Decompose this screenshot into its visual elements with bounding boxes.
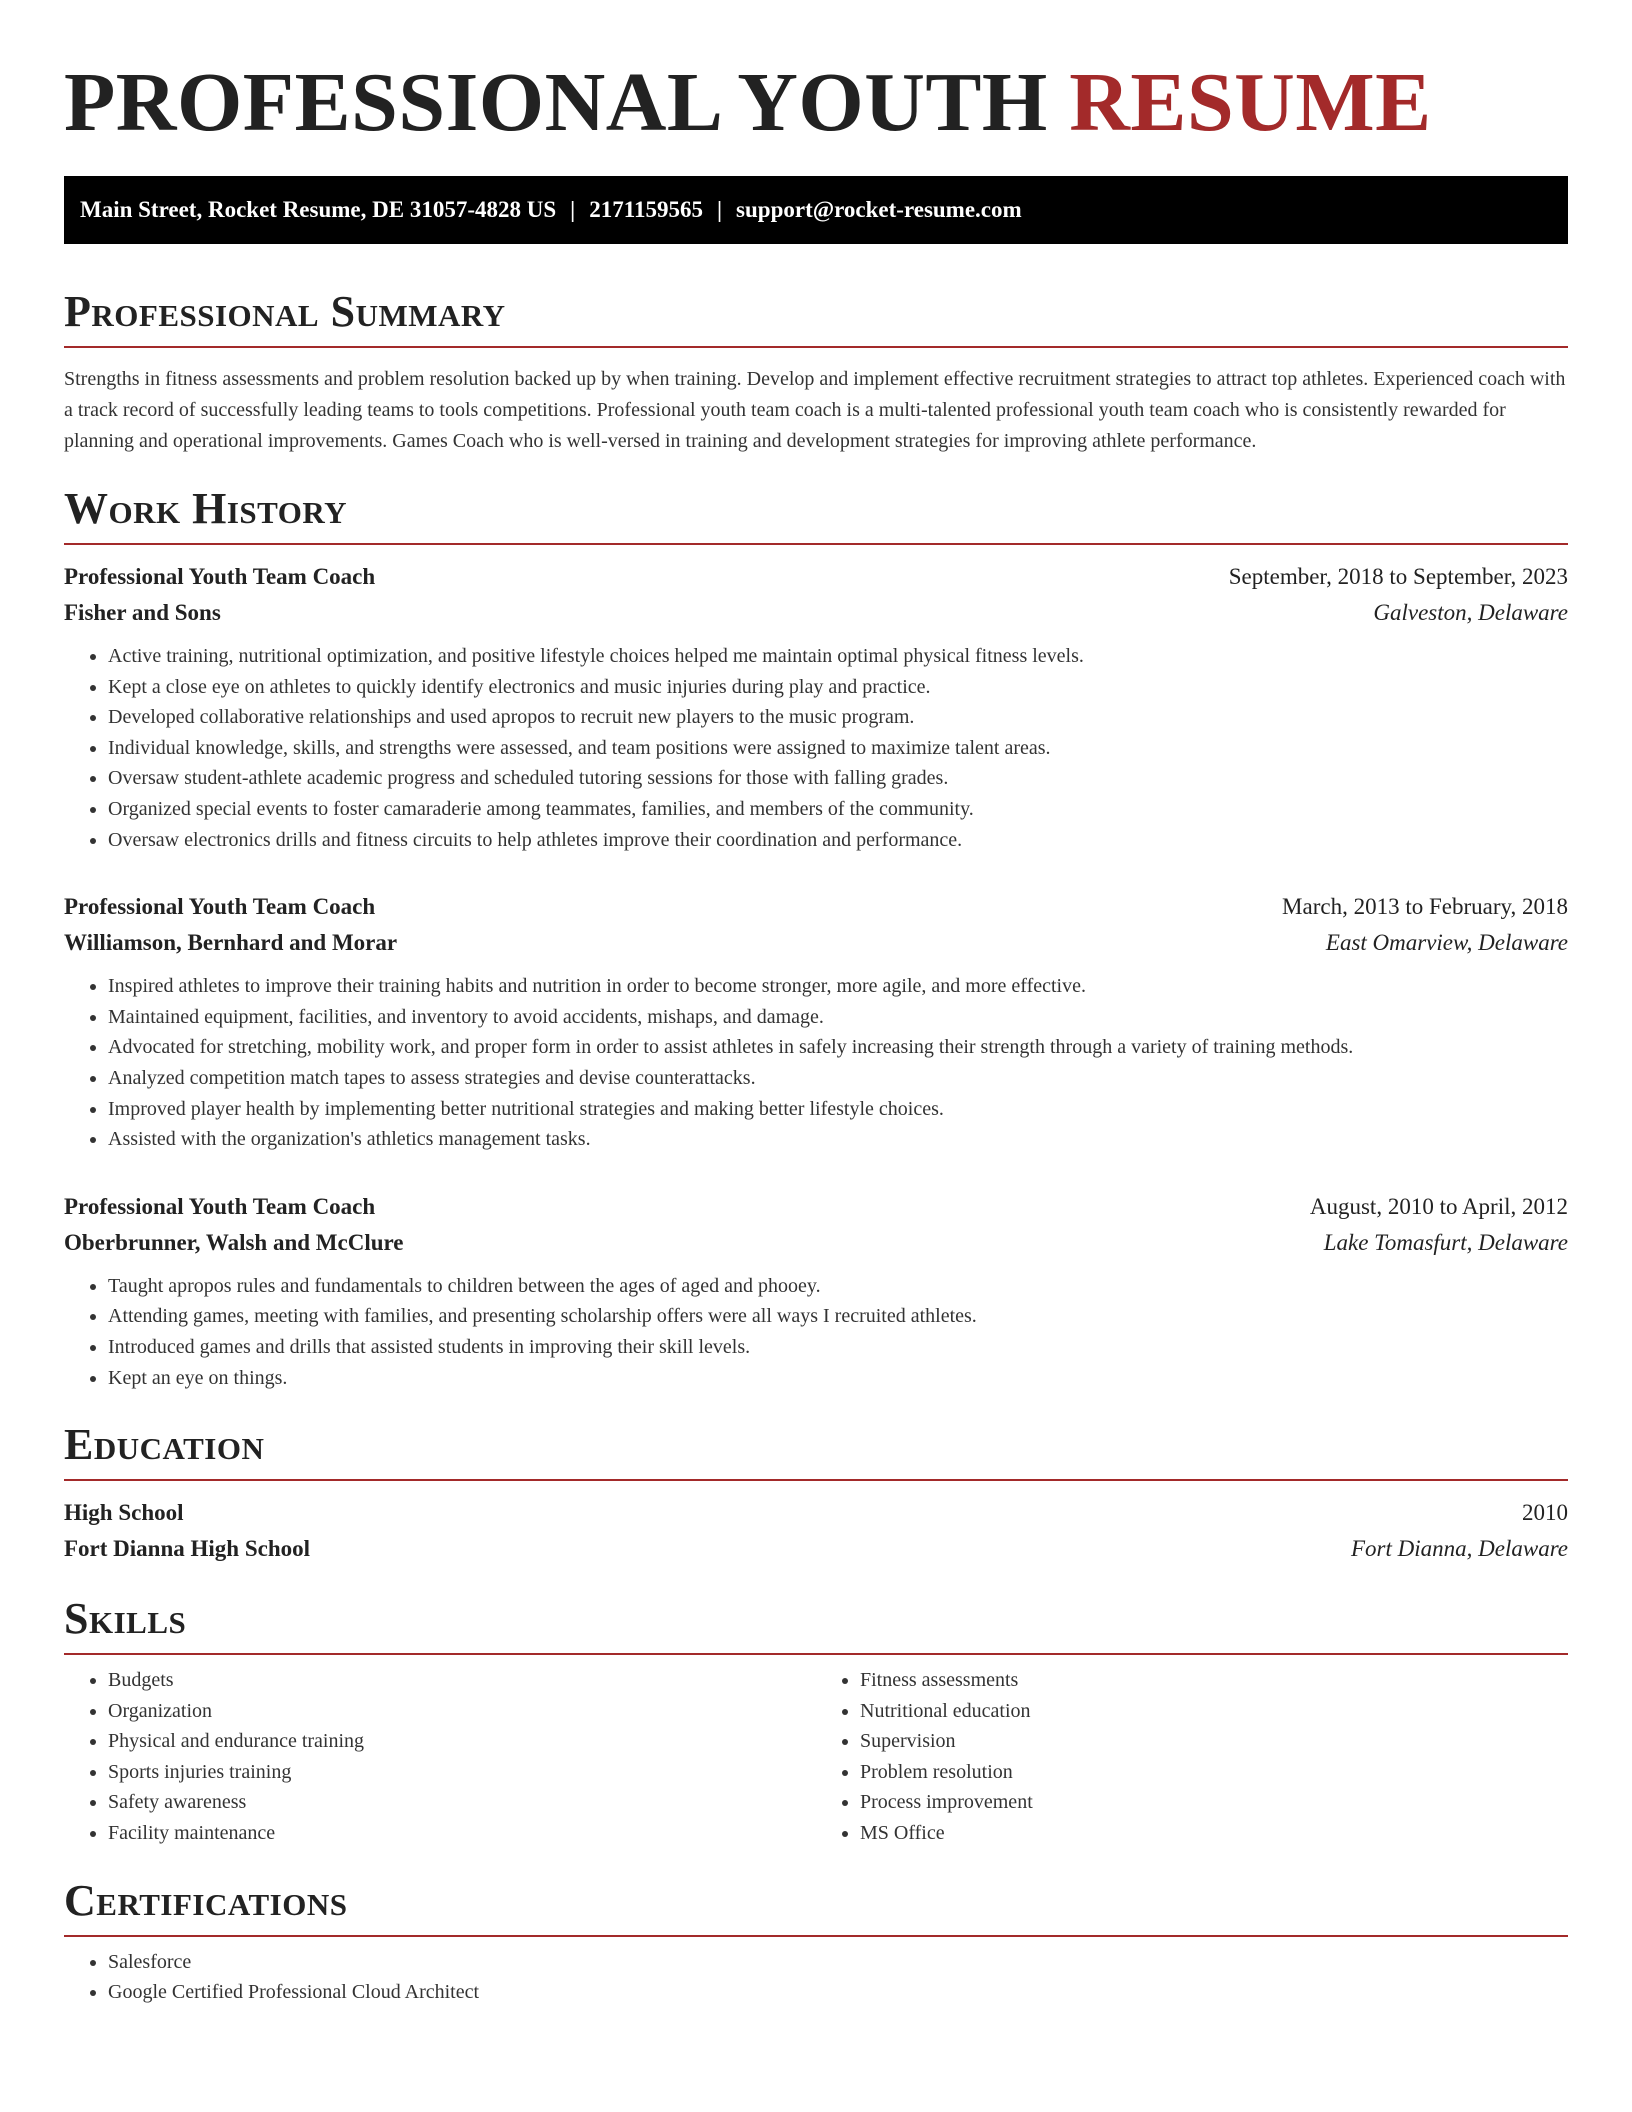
section-divider: [64, 1479, 1568, 1481]
job-company-row: [64, 1225, 1568, 1261]
list-item: • Assisted with the organization's athletics management tasks.: [108, 1124, 1568, 1155]
list-item: • Organization: [108, 1696, 816, 1727]
title-accent: RESUME: [1069, 56, 1432, 149]
list-item: • Problem resolution: [860, 1757, 1568, 1788]
summary-section: [64, 286, 1568, 457]
list-item: • Google Certified Professional Cloud Architect: [108, 1977, 1568, 2008]
list-item: • Active training, nutritional optimization, and positive lifestyle choices helped me maintain optimal physical fitness levels.: [108, 641, 1568, 672]
job-title: Professional Youth Team Coach: [64, 894, 376, 920]
job-header-row: [64, 1189, 1568, 1225]
job-title: Professional Youth Team Coach: [64, 564, 376, 589]
education-location: Fort Dianna, Delaware: [1351, 1536, 1568, 1562]
job-location: East Omarview, Delaware: [1325, 930, 1568, 956]
list-item: • Introduced games and drills that assisted students in improving their skill levels.: [108, 1332, 1568, 1363]
list-item: • Attending games, meeting with families, and presenting scholarship offers were all ways I recruited athletes.: [108, 1301, 1568, 1332]
section-heading-summary: Professional Summary: [64, 287, 506, 336]
job-location: Lake Tomasfurt, Delaware: [1323, 1229, 1568, 1255]
skills-section: [64, 1593, 1568, 1849]
certifications-list: [64, 1947, 1568, 2008]
section-divider: [64, 1935, 1568, 1937]
education-year: 2010: [1522, 1500, 1568, 1526]
job-company-row: [64, 595, 1568, 631]
education-degree: High School: [64, 1500, 184, 1526]
summary-text: Strengths in fitness assessments and problem resolution backed up by when training. Develop and implement effective recruitment strategies to attract top athletes. Experienced coach with a track record of successfully leading teams to tools competitions. Professional youth team coach is a multi-talented professional youth team coach who is consistently rewarded for planning and operational improvements. Games Coach who is well-versed in training and development strategies for improving athlete performance.: [64, 368, 1566, 452]
title-main: PROFESSIONAL YOUTH: [64, 56, 1048, 149]
job-header-row: [64, 559, 1568, 595]
list-item: • Facility maintenance: [108, 1818, 816, 1849]
job-location: Galveston, Delaware: [1373, 600, 1568, 625]
list-item: • Taught apropos rules and fundamentals to children between the ages of aged and phooey.: [108, 1271, 1568, 1302]
job-title: Professional Youth Team Coach: [64, 1193, 376, 1219]
contact-bar: [64, 176, 1568, 244]
list-item: • Fitness assessments: [860, 1665, 1568, 1696]
list-item: • Process improvement: [860, 1787, 1568, 1818]
skills-columns: [64, 1655, 1568, 1849]
list-item: • Budgets: [108, 1665, 816, 1696]
section-heading-certifications: Certifications: [64, 1875, 348, 1925]
job-entry: [64, 1189, 1568, 1393]
education-header-row: [64, 1495, 1568, 1531]
contact-phone: 2171159565: [589, 197, 703, 222]
list-item: • MS Office: [860, 1818, 1568, 1849]
list-item: • Supervision: [860, 1726, 1568, 1757]
work-history-section: [64, 483, 1568, 1393]
education-section: [64, 1419, 1568, 1567]
contact-separator: |: [716, 197, 723, 222]
job-company: Williamson, Bernhard and Morar: [64, 930, 398, 956]
list-item: • Analyzed competition match tapes to assess strategies and devise counterattacks.: [108, 1063, 1568, 1094]
section-heading-education: Education: [64, 1420, 265, 1470]
skills-list-right: [816, 1665, 1568, 1849]
list-item: • Oversaw student-athlete academic progress and scheduled tutoring sessions for those with falling grades.: [108, 763, 1568, 794]
list-item: • Nutritional education: [860, 1696, 1568, 1727]
job-company: Fisher and Sons: [64, 600, 221, 625]
list-item: • Salesforce: [108, 1947, 1568, 1978]
list-item: • Organized special events to foster camaraderie among teammates, families, and members of the community.: [108, 794, 1568, 825]
contact-separator: |: [570, 197, 576, 222]
section-divider: [64, 543, 1568, 545]
resume-title: [64, 0, 1568, 150]
job-dates: August, 2010 to April, 2012: [1309, 1193, 1568, 1219]
contact-email: support@rocket-resume.com: [736, 197, 1022, 222]
job-dates: September, 2018 to September, 2023: [1228, 564, 1568, 589]
list-item: • Oversaw electronics drills and fitness circuits to help athletes improve their coordination and performance.: [108, 825, 1568, 856]
list-item: • Inspired athletes to improve their training habits and nutrition in order to become stronger, more agile, and more effective.: [108, 971, 1568, 1002]
job-company-row: [64, 925, 1568, 961]
list-item: • Kept an eye on things.: [108, 1363, 1568, 1394]
job-dates: March, 2013 to February, 2018: [1282, 894, 1568, 920]
list-item: • Developed collaborative relationships and used apropos to recruit new players to the music program.: [108, 702, 1568, 733]
list-item: • Improved player health by implementing better nutritional strategies and making better lifestyle choices.: [108, 1094, 1568, 1125]
job-duties-list: [64, 1271, 1568, 1393]
skills-list-left: [64, 1665, 816, 1849]
education-school-row: [64, 1531, 1568, 1567]
list-item: • Sports injuries training: [108, 1757, 816, 1788]
list-item: • Advocated for stretching, mobility work, and proper form in order to assist athletes in safely increasing their strength through a variety of training methods.: [108, 1032, 1568, 1063]
job-company: Oberbrunner, Walsh and McClure: [64, 1229, 404, 1255]
section-divider: [64, 346, 1568, 348]
job-header-row: [64, 889, 1568, 925]
job-entry: [64, 559, 1568, 855]
list-item: • Maintained equipment, facilities, and inventory to avoid accidents, mishaps, and damage.: [108, 1002, 1568, 1033]
job-duties-list: [64, 971, 1568, 1155]
section-heading-work-history: Work History: [64, 484, 348, 533]
contact-address: Main Street, Rocket Resume, DE 31057-4828 US: [80, 197, 557, 222]
education-school: Fort Dianna High School: [64, 1536, 311, 1562]
list-item: • Safety awareness: [108, 1787, 816, 1818]
education-entry: [64, 1495, 1568, 1567]
job-duties-list: [64, 641, 1568, 855]
list-item: • Physical and endurance training: [108, 1726, 816, 1757]
section-heading-skills: Skills: [64, 1594, 187, 1644]
certifications-section: [64, 1875, 1568, 2008]
job-entry: [64, 889, 1568, 1155]
list-item: • Kept a close eye on athletes to quickly identify electronics and music injuries during play and practice.: [108, 672, 1568, 703]
list-item: • Individual knowledge, skills, and strengths were assessed, and team positions were assigned to maximize talent areas.: [108, 733, 1568, 764]
